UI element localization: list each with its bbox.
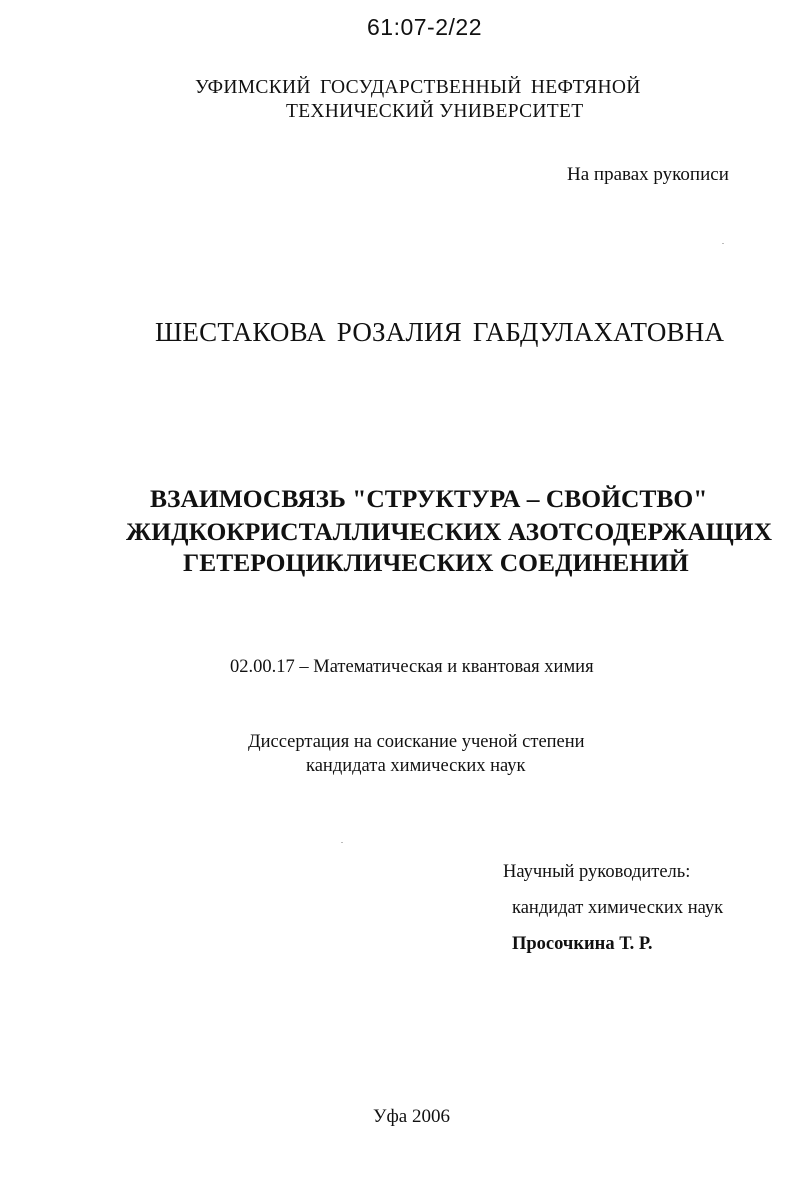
author-name: ШЕСТАКОВА РОЗАЛИЯ ГАБДУЛАХАТОВНА xyxy=(155,317,725,347)
archive-stamp: 61:07-2/22 xyxy=(367,14,482,40)
supervisor-name: Просочкина Т. Р. xyxy=(512,934,653,954)
city-and-year: Уфа 2006 xyxy=(373,1106,450,1127)
thesis-title-line3: ГЕТЕРОЦИКЛИЧЕСКИХ СОЕДИНЕНИЙ xyxy=(183,548,689,577)
specialty-code: 02.00.17 – Математическая и квантовая химия xyxy=(230,657,594,677)
thesis-title-line2: ЖИДКОКРИСТАЛЛИЧЕСКИХ АЗОТСОДЕРЖАЩИХ xyxy=(126,517,773,546)
dissertation-description-line1: Диссертация на соискание ученой степени xyxy=(248,732,585,752)
university-name-line1: УФИМСКИЙ ГОСУДАРСТВЕННЫЙ НЕФТЯНОЙ xyxy=(195,77,641,98)
supervisor-degree: кандидат химических наук xyxy=(512,898,724,918)
manuscript-rights-note: На правах рукописи xyxy=(567,164,729,185)
supervisor-label: Научный руководитель: xyxy=(503,862,691,882)
scan-speck xyxy=(722,243,724,244)
dissertation-description-line2: кандидата химических наук xyxy=(306,756,526,776)
thesis-title-line1: ВЗАИМОСВЯЗЬ "СТРУКТУРА – СВОЙСТВО" xyxy=(150,484,708,513)
university-name-line2: ТЕХНИЧЕСКИЙ УНИВЕРСИТЕТ xyxy=(286,101,584,122)
scan-speck xyxy=(341,842,343,843)
